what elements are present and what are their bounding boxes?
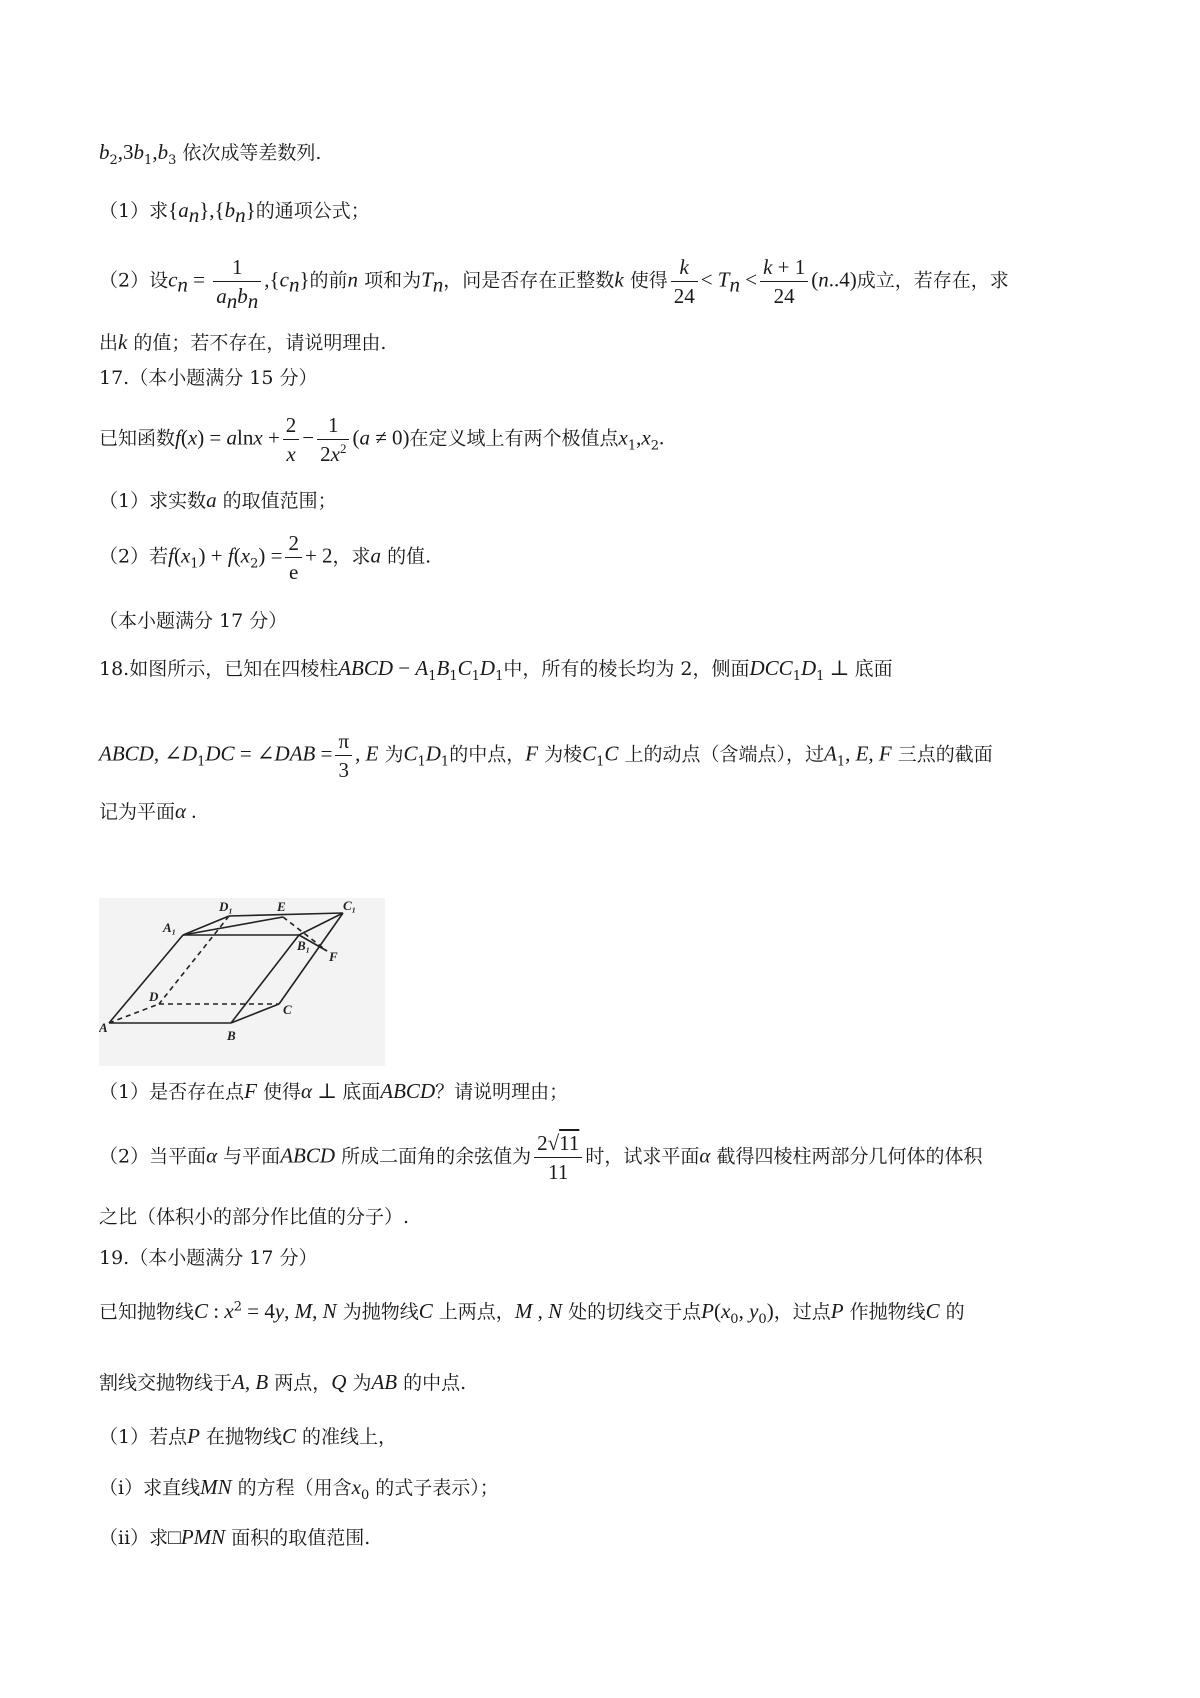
label-a: A — [99, 1020, 108, 1035]
label-f: F — [329, 949, 338, 964]
t: 上的动点（含端点），过 — [624, 743, 824, 766]
t: 时，试求平面 — [585, 1145, 700, 1168]
line-17: 已知抛物线C : $x^2 = 4y$, M, N 为抛物线C 上两点，M , N 处的切线交于点$P(x_0$, $y_0$)，过点P 作抛物线C 的 — [99, 1299, 965, 1327]
line-6: 已知函数f(x) = alnx + $\frac{2}{x}$ − $\frac{1}{2x^2}$ (a ≠ 0)在定义域上有两个极值点$x_1,x_2$. — [99, 413, 665, 466]
t: 出 — [99, 332, 119, 354]
t: 为棱 — [544, 743, 583, 766]
label-b: B — [227, 1028, 236, 1043]
t: 的前 — [309, 269, 348, 292]
t: 的 — [945, 1301, 965, 1323]
t: 中，所有的棱长均为 2，侧面 — [503, 658, 750, 680]
t: 的式子表示）； — [375, 1477, 499, 1499]
t: 截得四棱柱两部分几何体的体积 — [716, 1145, 983, 1168]
edge-d1-c1 — [229, 913, 343, 916]
edge-a1-a — [109, 935, 183, 1023]
t: 上两点， — [438, 1301, 515, 1323]
prism-diagram — [99, 898, 385, 1066]
line-10: 18.如图所示，已知在四棱柱ABCD − $A_1B_1C_1D_1$中，所有的棱长均为 2，侧面$DCC_1D_1$ ⊥ 底面 — [99, 656, 893, 684]
line-1-text: 依次成等差数列. — [182, 142, 322, 164]
line-13: （1）是否存在点F 使得α ⊥ 底面ABCD？请说明理由； — [99, 1079, 569, 1103]
line-21: （ii）求□PMN 面积的取值范围. — [99, 1525, 371, 1549]
t: 两点， — [274, 1372, 332, 1394]
t: （2）设 — [99, 269, 169, 292]
t: 的值；若不存在，请说明理由. — [133, 332, 387, 354]
line-4: 出k 的值；若不存在，请说明理由. — [99, 330, 387, 354]
t: 为抛物线 — [342, 1301, 419, 1323]
fraction: $\frac{2}{x}$ — [283, 414, 300, 465]
section-18-score: （本小题满分 17 分） — [99, 610, 288, 632]
t: 在抛物线 — [205, 1426, 282, 1448]
line-7: （1）求实数a 的取值范围； — [99, 488, 337, 512]
t: 处的切线交于点 — [568, 1301, 702, 1323]
line-15: 之比（体积小的部分作比值的分子）. — [99, 1206, 410, 1228]
t: （2）若 — [99, 545, 169, 568]
t: 的值. — [387, 545, 432, 568]
label-e: E — [277, 899, 286, 914]
t: 为 — [352, 1372, 372, 1394]
line-19: （1）若点P 在抛物线C 的准线上， — [99, 1424, 398, 1448]
t: 底面 — [854, 658, 893, 680]
t: 记为平面 — [99, 801, 176, 823]
t: （2）当平面 — [99, 1145, 207, 1168]
t: （1）若点 — [99, 1426, 188, 1448]
fraction: $\frac{1}{a_nb_n}$ — [213, 256, 261, 307]
fraction: $\frac{k + 1}{24}$ — [760, 256, 808, 307]
label-a1: A₁ — [163, 920, 177, 935]
line-1: $b_2,3b_1,b_3$ 依次成等差数列. — [99, 140, 322, 168]
t: 面积的取值范围. — [231, 1527, 371, 1549]
label-d: D — [149, 989, 159, 1004]
t: 18.如图所示，已知在四棱柱 — [99, 658, 339, 680]
t: 已知抛物线 — [99, 1301, 195, 1323]
t: 作抛物线 — [849, 1301, 926, 1323]
fraction: $\frac{2}{e}$ — [285, 532, 302, 583]
line-12: 记为平面α . — [99, 799, 197, 823]
section-17-header: 17.（本小题满分 15 分） — [99, 367, 318, 389]
t: 的取值范围； — [222, 490, 337, 512]
t: 底面 — [342, 1081, 381, 1103]
t: 的中点. — [403, 1372, 467, 1394]
fraction: $\frac{\pi}{3}$ — [335, 730, 352, 781]
t: （1）求实数 — [99, 490, 207, 512]
label-d1: D₁ — [219, 899, 233, 914]
section-19-header: 19.（本小题满分 17 分） — [99, 1247, 318, 1269]
label-b1: B₁ — [297, 938, 311, 953]
t: 与平面 — [223, 1145, 281, 1168]
t: 三点的截面 — [897, 743, 993, 766]
line-2: （1）求$\{a_n\},\{b_n\}$的通项公式； — [99, 198, 370, 227]
label-c: C — [283, 1002, 292, 1017]
edge-a1-e — [183, 917, 283, 935]
t: ？请说明理由； — [435, 1081, 569, 1103]
fraction: $\frac{1}{2x^2}$ — [317, 414, 349, 465]
t: 项和为 — [364, 269, 422, 292]
t: ，求 — [332, 545, 371, 568]
t: （1）是否存在点 — [99, 1081, 245, 1103]
t: 割线交抛物线于 — [99, 1372, 233, 1394]
t: ，过点 — [773, 1301, 831, 1323]
t: （i）求直线 — [99, 1477, 201, 1499]
t: 所成二面角的余弦值为 — [341, 1145, 532, 1168]
t: 已知函数 — [99, 427, 176, 450]
t: 的方程（用含 — [237, 1477, 352, 1499]
line-14: （2）当平面α 与平面ABCD 所成二面角的余弦值为 $\frac{2√11}{11}$ 时，试求平面α 截得四棱柱两部分几何体的体积 — [99, 1131, 983, 1184]
line-18: 割线交抛物线于A, B 两点，Q 为AB 的中点. — [99, 1370, 467, 1394]
t: 使得 — [262, 1081, 301, 1103]
t: 使得 — [629, 269, 668, 292]
t: 在定义域上有两个极值点 — [409, 427, 619, 450]
fraction: $\frac{2√11}{11}$ — [534, 1132, 582, 1183]
t: 成立，若存在，求 — [856, 269, 1009, 292]
fraction: $\frac{k}{24}$ — [671, 256, 698, 307]
t: 为 — [384, 743, 404, 766]
t: （ii）求 — [99, 1527, 169, 1549]
line-11: ABCD, $\angle D_1DC$ = ∠DAB = $\frac{\pi}{3}$ , E 为$C_1D_1$的中点，F 为棱$C_1C$ 上的动点（含端点），过$A_1$, E, F 三点的截面 — [99, 729, 993, 782]
label-c1: C₁ — [343, 898, 357, 913]
prism-figure — [99, 898, 385, 1066]
edge-b1-c1 — [299, 913, 343, 935]
line-3: （2）设$c_n$ = $\frac{1}{a_nb_n}$ $,\{c_n\}$的前n 项和为$T_n$，问是否存在正整数k 使得 $\frac{k}{24}$ < $T_n$ < $\frac{k + 1}{24}$ (n..4)成立，若存在，求 — [99, 255, 1009, 314]
t: 的准线上， — [302, 1426, 398, 1448]
line-8: （2）若$f(x_1) + f(x_2)$ = $\frac{2}{e}$ + 2，求a 的值. — [99, 531, 432, 584]
t: ，问是否存在正整数 — [443, 269, 615, 292]
t: 的通项公式； — [255, 200, 370, 222]
t: 的中点， — [449, 743, 526, 766]
line-20: （i）求直线MN 的方程（用含$x_0$ 的式子表示）； — [99, 1475, 499, 1503]
t: （1）求 — [99, 200, 169, 222]
